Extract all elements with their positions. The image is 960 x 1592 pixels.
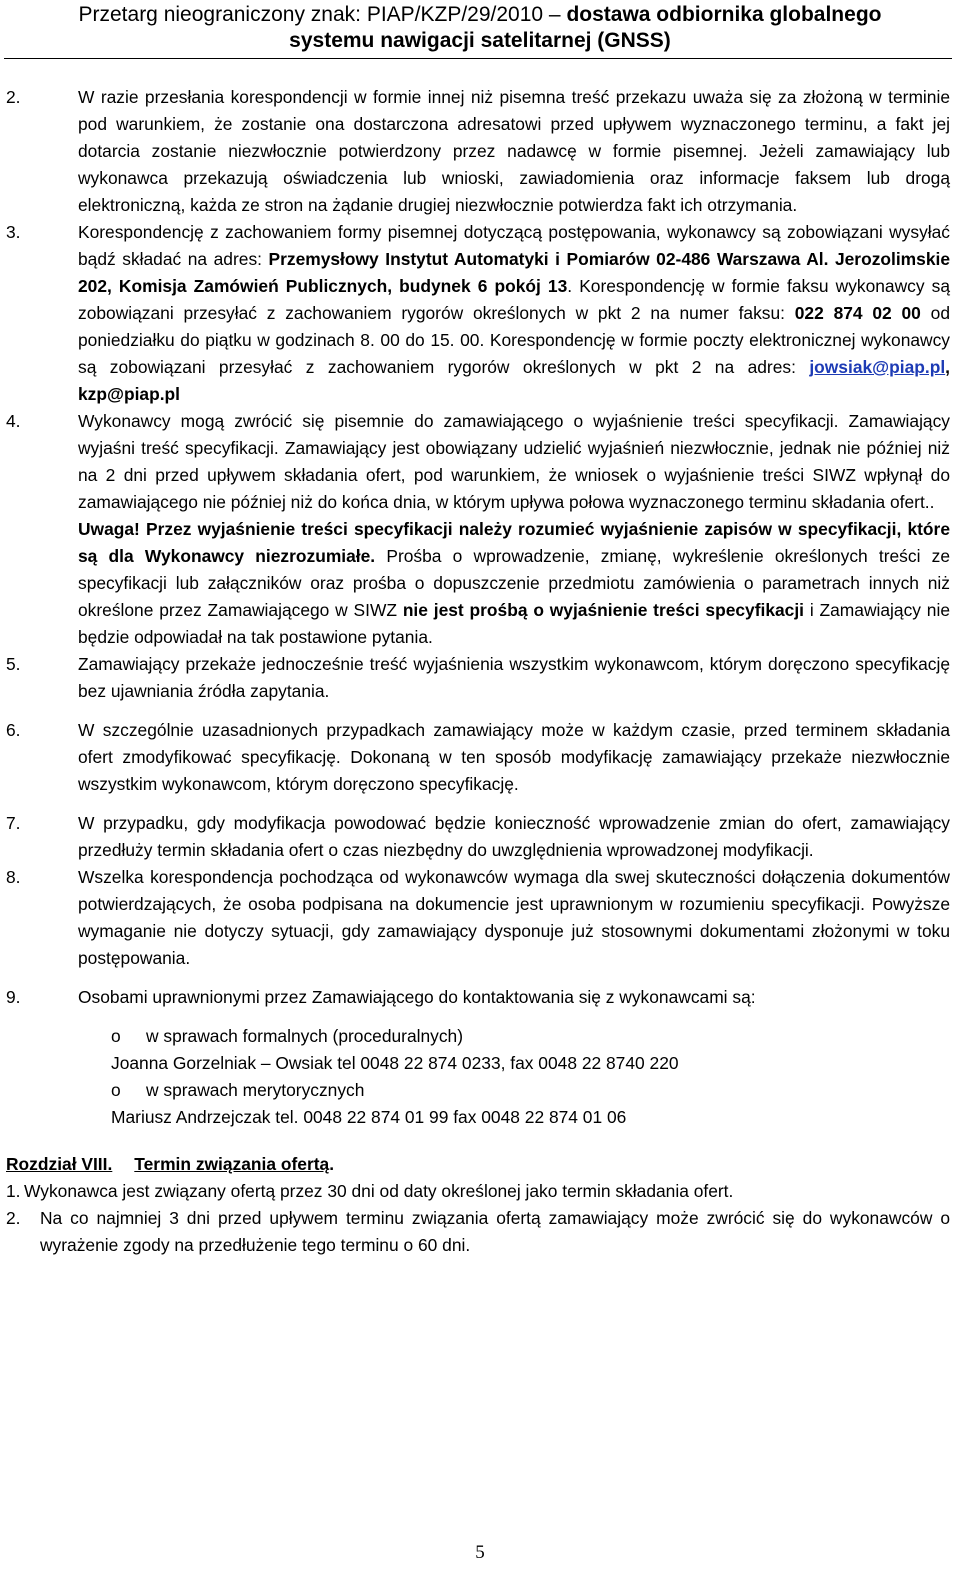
item-text: W przypadku, gdy modyfikacja powodować będzie konieczność wprowadzenie zmian do ofert, zamawiający przedłuży termin składania ofert o czas niezbędny do uwzględnienia wprowadzonej modyfikacji. (78, 813, 950, 860)
chapter-title-dot: . (329, 1154, 335, 1174)
email-separator: , (945, 357, 950, 377)
item-number: 2. (6, 1208, 21, 1228)
email-link-jowsiak[interactable]: jowsiak@piap.pl (809, 357, 946, 377)
bullet-icon: o (111, 1026, 121, 1046)
contact-category-label: w sprawach merytorycznych (146, 1080, 365, 1100)
warning-note: Uwaga! Przez wyjaśnienie treści specyfikacji należy rozumieć wyjaśnienie zapisów w specyfikacji, które są dla Wykonawcy niezrozumiałe. (78, 519, 950, 566)
list-item-6 (6, 717, 950, 798)
item-number: 3. (6, 222, 21, 242)
item-text: Prośba o wprowadzenie, zmianę, wykreślenie określonych treści ze specyfikacji lub załączników oraz prośba o dopuszczenie przedmiotu zamówienia o parametrach innych niż określone przez Zamawiającego w SIWZ (78, 546, 951, 620)
header-line-1 (0, 2, 960, 28)
item-text: W razie przesłania korespondencji w formie innej niż pisemna treść przekazu uważa się za złożoną w terminie pod warunkiem, że zostanie ona dostarczona adresatowi przed upływem wyznaczonego terminu, a fakt jej dotarcia zostanie niezwłocznie potwierdzony przez nadawcę w formie pisemnej. Jeżeli zamawiający lub wykonawca przekazują oświadczenia lub wnioski, zawiadomienia oraz informacje faksem lub drogą elektroniczną, każda ze stron na żądanie drugiej niezwłocznie potwierdza fakt ich otrzymania. (78, 87, 950, 215)
header-tender-ref: Przetarg nieograniczony znak: PIAP/KZP/29/2010 – (78, 3, 567, 26)
list-item-5 (6, 651, 950, 705)
item-text: i Zamawiający nie będzie odpowiadał na tak postawione pytania. (78, 600, 950, 647)
item-number: 5. (6, 654, 21, 674)
item-number: 6. (6, 720, 21, 740)
item-number: 7. (6, 813, 21, 833)
fax-number: 022 874 02 00 (794, 303, 921, 323)
list-item-8 (6, 864, 950, 972)
item-text: Na co najmniej 3 dni przed upływem terminu związania ofertą zamawiający może zwrócić się do wykonawców o wyrażenie zgody na przedłużenie tego terminu o 60 dni. (40, 1208, 950, 1255)
item-text: od poniedziałku do piątku w godzinach 8. 00 do 15. 00. Korespondencję w formie poczty elektronicznej wykonawcy są zobowiązani przesyłać z zachowaniem rygorów określonych w pkt 2 na adres: (78, 303, 950, 377)
chapter-item-1 (6, 1178, 950, 1205)
page-header (0, 2, 960, 54)
list-item-7 (6, 810, 950, 864)
email-kzp: kzp@piap.pl (78, 384, 180, 404)
item-number: 8. (6, 867, 21, 887)
contact-category-formal (111, 1023, 950, 1050)
contact-list (6, 1023, 950, 1131)
item-text: Zamawiający przekaże jednocześnie treść wyjaśnienia wszystkim wykonawcom, którym doręczono specyfikację bez ujawniania źródła zapytania. (78, 654, 950, 701)
item-number: 1. (6, 1181, 21, 1201)
item-text: . Korespondencję w formie faksu wykonawcy są zobowiązani przesyłać z zachowaniem rygorów określonych w pkt 2 na numer faksu: (78, 276, 950, 323)
item-text: Wykonawcy mogą zwrócić się pisemnie do zamawiającego o wyjaśnienie treści specyfikacji. Zamawiający wyjaśni treść specyfikacji. Zamawiający jest obowiązany udzielić wyjaśnień niezwłocznie, jednak nie później niż na 2 dni przed upływem składania ofert, pod warunkiem, że wniosek o wyjaśnienie treści SIWZ wpłynął do zamawiającego nie później niż do końca dnia, w którym upływa połowa wyznaczonego terminu składania ofert.. (78, 411, 950, 512)
list-item-2 (6, 84, 950, 219)
item-text: Osobami uprawnionymi przez Zamawiającego do kontaktowania się z wykonawcami są: (78, 987, 756, 1007)
contact-category-label: w sprawach formalnych (proceduralnych) (146, 1026, 464, 1046)
item-text: Korespondencję z zachowaniem formy pisemnej dotyczącą postępowania, wykonawcy są zobowiązani wysyłać bądź składać na adres: (78, 222, 950, 269)
chapter-heading (6, 1151, 950, 1178)
item-number: 9. (6, 987, 21, 1007)
list-item-9 (6, 984, 950, 1011)
institute-address: Przemysłowy Instytut Automatyki i Pomiarów 02-486 Warszawa Al. Jerozolimskie 202, Komisja Zamówień Publicznych, budynek 6 pokój 13 (78, 249, 950, 296)
item-number: 4. (6, 411, 21, 431)
header-subject-2: systemu nawigacji satelitarnej (GNSS) (289, 29, 671, 52)
page-number: 5 (475, 1542, 485, 1563)
list-item-4 (6, 408, 950, 651)
chapter-item-2 (6, 1205, 950, 1259)
emphasis-not-clarification: nie jest prośbą o wyjaśnienie treści specyfikacji (402, 600, 805, 620)
chapter-label: Rozdział VIII. (6, 1154, 113, 1174)
bullet-icon: o (111, 1080, 121, 1100)
contact-category-merit (111, 1077, 950, 1104)
contact-person-formal: Joanna Gorzelniak – Owsiak tel 0048 22 874 0233, fax 0048 22 8740 220 (111, 1053, 679, 1073)
header-subject-1: dostawa odbiornika globalnego (566, 3, 882, 26)
item-number: 2. (6, 87, 21, 107)
item-text: W szczególnie uzasadnionych przypadkach zamawiający może w każdym czasie, przed terminem składania ofert zmodyfikować specyfikację. Dokonaną w ten sposób modyfikację zamawiający przekaże niezwłocznie wszystkim wykonawcom, którym doręczono specyfikację. (78, 720, 950, 794)
item-text: Wykonawca jest związany ofertą przez 30 dni od daty określonej jako termin składania ofert. (24, 1181, 734, 1201)
item-text: Wszelka korespondencja pochodząca od wykonawców wymaga dla swej skuteczności dołączenia dokumentów potwierdzających, że osoba podpisana na dokumencie jest uprawnionym w rozumieniu specyfikacji. Powyższe wymaganie nie dotyczy sytuacji, gdy zamawiający dysponuje już stosownymi dokumentami złożonymi w toku postępowania. (78, 867, 950, 968)
document-body (6, 84, 950, 1259)
contact-person-merit: Mariusz Andrzejczak tel. 0048 22 874 01 99 fax 0048 22 874 01 06 (111, 1107, 627, 1127)
header-divider (4, 58, 952, 59)
list-item-3 (6, 219, 950, 408)
chapter-title: Termin związania ofertą (134, 1154, 330, 1174)
